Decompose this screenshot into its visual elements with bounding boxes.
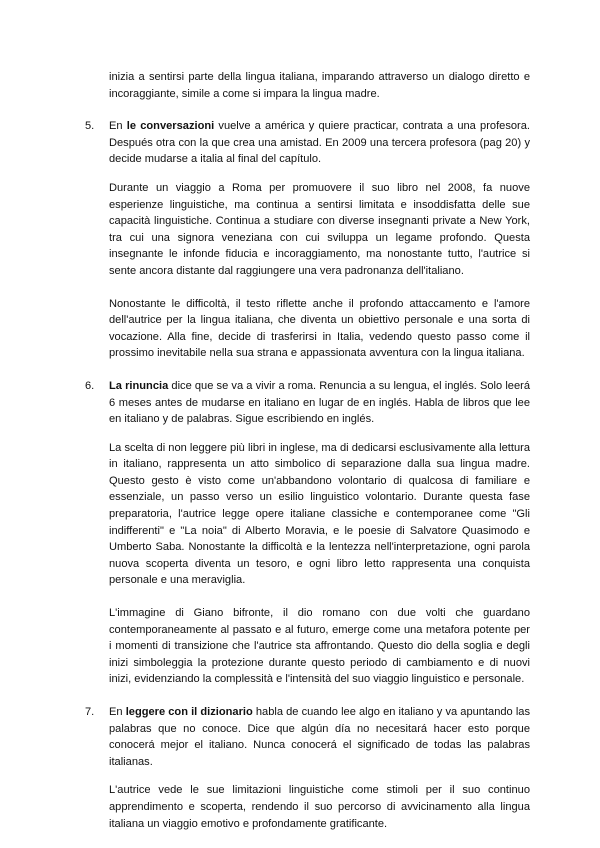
list-item-7 bbox=[85, 704, 531, 770]
item-paragraph: Nonostante le difficoltà, il testo riflette anche il profondo attaccamento e l'amore dell'autrice per la lingua italiana, che diventa un obiettivo personale e una sorta di vocazione. Alla fine, decide di trasferirsi in Italia, vedendo questo passo come il prossimo inevitabile nella sua strana e appassionata avventura con la lingua italiana. bbox=[109, 297, 530, 360]
item-number: 6. bbox=[85, 379, 95, 392]
item-pre-text: En bbox=[109, 120, 127, 133]
item-number: 7. bbox=[85, 706, 95, 718]
item-summary: dice que se va a vivir a roma. Renuncia a su lengua, el inglés. Solo leerá 6 meses antes de mudarse en italiano en lugar de en inglés. Habla de libros que lee en italiano y de palabras. Sigue escribiendo en inglés. bbox=[109, 379, 530, 426]
list-item-5 bbox=[85, 118, 531, 168]
item-pre-text: En bbox=[109, 706, 126, 718]
item-summary: habla de cuando lee algo en italiano y va apuntando las palabras que no conoce. Dice que algún día no necesitará hacer esto porque conocerá mejor el italiano. Nunca conocerá el significado de todas las palabras italianas. bbox=[109, 706, 531, 768]
intro-paragraph: inizia a sentirsi parte della lingua italiana, imparando attraverso un dialogo diretto e incoraggiante, simile a come si impara la lingua madre. bbox=[109, 71, 530, 100]
item-title: La rinuncia bbox=[109, 379, 169, 392]
item-paragraph: La scelta di non leggere più libri in inglese, ma di dedicarsi esclusivamente alla lettura in italiano, rappresenta un atto simbolico di separazione dalla sua lingua madre. Questo gesto è visto come un'abbandono volontario di qualcosa di familiare e essenziale, un passo verso un esilio linguistico volontario. Durante questa fase preparatoria, l'autrice legge opere italiane classiche e contemporanee come "Gli indifferenti" e "La noia" di Alberto Moravia, e le poesie di Salvatore Quasimodo e Umberto Saba. Nonostante la difficoltà e la lentezza nell'interpretazione, ogni parola nuova scoperta diventa un tesoro, e ogni libro letto rappresenta una conquista personale e una meraviglia. bbox=[109, 441, 530, 587]
item-summary: vuelve a américa y quiere practicar, contrata a una profesora. Después otra con la que crea una amistad. En 2009 una tercera profesora (pag 20) y decide mudarse a italia al final del capítulo. bbox=[109, 120, 531, 166]
item-heading-paragraph bbox=[109, 704, 530, 770]
item-paragraph: L'autrice vede le sue limitazioni linguistiche come stimoli per il suo continuo apprendimento e scoperta, rendendo il suo percorso di avvicinamento alla lingua italiana un viaggio emotivo e profondamente gratificante. bbox=[109, 784, 530, 830]
document-body bbox=[85, 69, 530, 832]
list-item-6 bbox=[85, 378, 530, 428]
item-paragraph: L'immagine di Giano bifronte, il dio romano con due volti che guardano contemporaneamente al passato e al futuro, emerge come una metafora potente per i momenti di transizione che l'autrice sta affrontando. Questo dio della soglia e degli inizi simboleggia la protezione durante questo periodo di cambiamento e di nuovi inizi, evidenziando la complessità e l'intensità del suo viaggio linguistico e personale. bbox=[109, 607, 530, 686]
item-paragraph: Durante un viaggio a Roma per promuovere il suo libro nel 2008, fa nuove esperienze linguistiche, ma continua a sentirsi limitata e insoddisfatta delle sue capacità linguistiche. Continua a studiare con diverse insegnanti private a New York, tra cui una signora veneziana con cui sviluppa un legame profondo. Questa insegnante le infonde fiducia e incoraggiamento, ma nonostante tutto, l'autrice si sente ancora distante dal raggiungere una vera padronanza dell'italiano. bbox=[109, 181, 530, 277]
item-title: leggere con il dizionario bbox=[125, 706, 253, 718]
item-heading-paragraph bbox=[109, 378, 530, 428]
item-number: 5. bbox=[85, 120, 95, 133]
item-title: le conversazioni bbox=[126, 120, 215, 133]
item-heading-paragraph bbox=[109, 118, 530, 168]
